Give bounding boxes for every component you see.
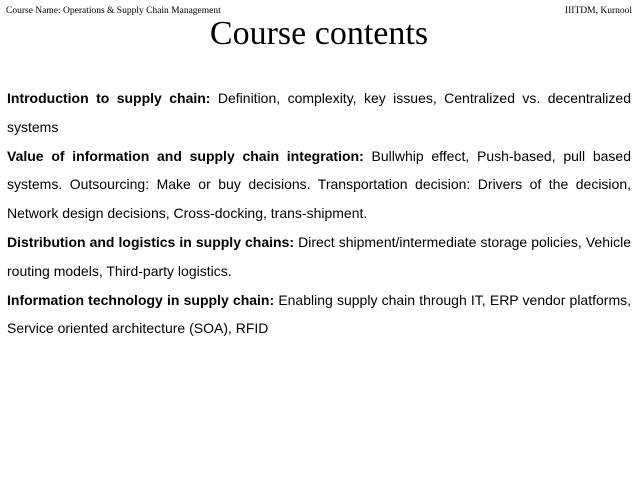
institute-header: IIITDM, Kurnool bbox=[564, 6, 632, 16]
section-introduction bbox=[7, 84, 631, 142]
course-name-header: Course Name: Operations & Supply Chain Management bbox=[6, 6, 221, 16]
section-distribution-logistics bbox=[7, 228, 631, 286]
section-body: Enabling supply chain through IT, ERP vendor platforms, Service oriented architecture (SOA), RFID bbox=[7, 291, 631, 337]
section-heading: Value of information and supply chain integration: bbox=[7, 147, 364, 164]
section-body: Definition, complexity, key issues, Centralized vs. decentralized systems bbox=[7, 90, 631, 135]
course-contents-list bbox=[7, 84, 631, 343]
section-heading: Distribution and logistics in supply chains: bbox=[7, 233, 295, 250]
section-information-technology bbox=[7, 286, 631, 344]
section-body: Bullwhip effect, Push-based, pull based systems. Outsourcing: Make or buy decisions. Transportation decision: Drivers of the decision, Network design decisions, Cross-docking, trans-shipment. bbox=[7, 147, 631, 222]
section-heading: Introduction to supply chain: bbox=[7, 90, 211, 106]
section-value-of-information bbox=[7, 142, 631, 228]
section-heading: Information technology in supply chain: bbox=[7, 291, 275, 308]
slide-title: Course contents bbox=[209, 15, 429, 52]
section-body: Direct shipment/intermediate storage policies, Vehicle routing models, Third-party logistics. bbox=[7, 233, 632, 279]
